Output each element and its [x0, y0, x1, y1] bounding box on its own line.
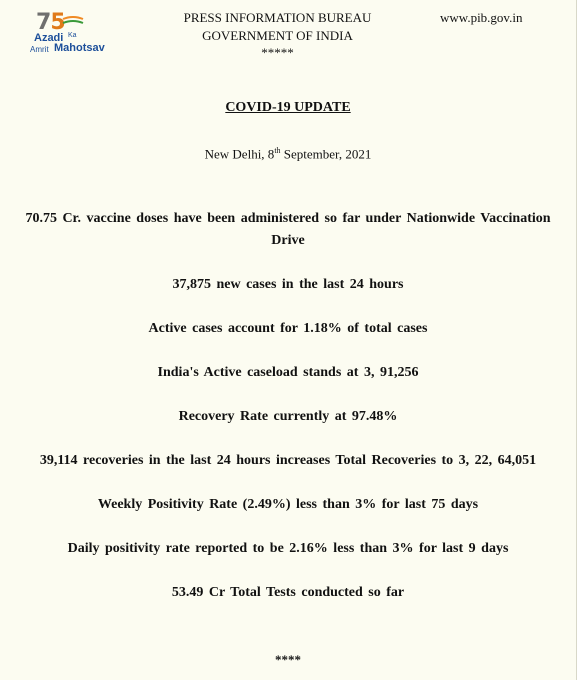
header-stars: ***** [261, 45, 294, 60]
update-active-caseload: India's Active caseload stands at 3, 91,256 [157, 365, 419, 380]
page-title: COVID-19 UPDATE [225, 100, 351, 115]
update-weekly-positivity: Weekly Positivity Rate (2.49%) less than 3% for last 75 days [97, 497, 479, 512]
website-url: www.pib.gov.in [440, 10, 523, 25]
update-new-cases: 37,875 new cases in the last 24 hours [172, 277, 404, 292]
update-list [20, 208, 556, 626]
update-total-tests: 53.49 Cr Total Tests conducted so far [171, 585, 405, 600]
header-bureau: PRESS INFORMATION BUREAU [183, 10, 372, 25]
logo-amrit: Amrit [30, 45, 49, 54]
update-daily-positivity: Daily positivity rate reported to be 2.16% less than 3% for last 9 days [67, 541, 509, 556]
update-active-cases-share: Active cases account for 1.18% of total cases [148, 321, 428, 336]
update-recoveries: 39,114 recoveries in the last 24 hours increases Total Recoveries to 3, 22, 64,051 [39, 453, 537, 468]
header-government: GOVERNMENT OF INDIA [202, 28, 353, 43]
update-vaccine-doses: 70.75 Cr. vaccine doses have been administered so far under Nationwide Vaccination Drive [25, 211, 551, 248]
flag-icon [62, 16, 84, 26]
logo-mahotsav: Mahotsav [54, 42, 105, 54]
update-recovery-rate: Recovery Rate currently at 97.48% [178, 409, 398, 424]
footer-stars: **** [275, 652, 301, 667]
dateline: New Delhi, 8th September, 2021 [204, 146, 372, 162]
logo-75: 75 [36, 10, 65, 35]
azadi-ka-amrit-mahotsav-logo [28, 10, 118, 58]
logo-ka: Ka [68, 32, 77, 39]
logo-azadi: Azadi [34, 32, 64, 44]
